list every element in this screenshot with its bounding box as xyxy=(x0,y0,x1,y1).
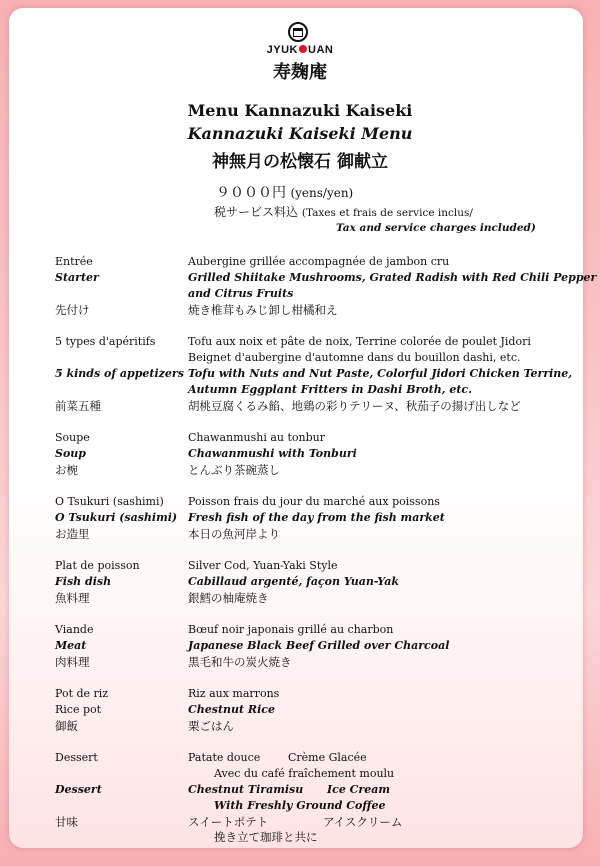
dish-en: Cabillaud argenté, façon Yuan-Yak xyxy=(188,575,399,588)
dish-jp: 焼き椎茸もみじ卸し柑橘和え xyxy=(188,303,338,317)
dish-jp: とんぶり茶碗蒸し xyxy=(188,463,280,477)
course-label-fr: 5 types d'apéritifs xyxy=(55,335,156,348)
course-label-en: Rice pot xyxy=(55,703,102,716)
course-label-fr: O Tsukuri (sashimi) xyxy=(55,495,164,508)
course-label-jp: お椀 xyxy=(55,463,78,477)
dish-jp: 黒毛和牛の炭火焼き xyxy=(188,655,292,669)
dish-fr: Poisson frais du jour du marché aux poissons xyxy=(188,495,440,508)
dish-fr: Silver Cod, Yuan-Yaki Style xyxy=(188,559,338,572)
course-label-fr: Pot de riz xyxy=(55,687,109,700)
course-label-en: Dessert xyxy=(55,783,102,796)
dish-en: Chestnut Tiramisu xyxy=(188,783,304,796)
tax-note: 税サービス料込 (Taxes et frais de service inclus/ xyxy=(214,205,473,219)
dish-en: Chestnut Rice xyxy=(188,703,275,716)
course-label-en: Soup xyxy=(55,447,86,460)
course-label-jp: お造里 xyxy=(55,527,90,541)
dish-jp-line2: 挽き立て珈琲と共に xyxy=(214,830,318,844)
dish-fr: Chawanmushi au tonbur xyxy=(188,431,326,444)
dish-en-line2: and Citrus Fruits xyxy=(188,287,294,300)
dish-jp: 胡桃豆腐くるみ餡、地鶏の彩りテリーヌ、秋茄子の揚げ出しなど xyxy=(188,399,521,413)
dish-jp: スイートポテト xyxy=(188,815,269,829)
course-label-en: O Tsukuri (sashimi) xyxy=(55,511,178,524)
brand-name: JYUK UAN xyxy=(266,44,334,56)
course-label-fr: Viande xyxy=(55,623,94,636)
dish-fr: Patate douce xyxy=(188,751,261,764)
dish-fr-line2: Beignet d'aubergine d'automne dans du bouillon dashi, etc. xyxy=(188,351,521,364)
dish-en: Fresh fish of the day from the fish market xyxy=(188,511,445,524)
dish-en: Grilled Shiitake Mushrooms, Grated Radish with Red Chili Pepper xyxy=(188,271,597,284)
dish-fr: Riz aux marrons xyxy=(188,687,280,700)
dish-fr-line2: Avec du café fraîchement moulu xyxy=(214,767,395,780)
dish-en: Tofu with Nuts and Nut Paste, Colorful Jidori Chicken Terrine, xyxy=(188,367,573,380)
menu-title-en: Kannazuki Kaiseki Menu xyxy=(187,124,413,143)
dish-en-line2: With Freshly Ground Coffee xyxy=(214,799,386,812)
brand-name-jp: 寿麹庵 xyxy=(273,62,327,83)
menu-title-jp: 神無月の松懐石 御献立 xyxy=(212,152,388,172)
red-dot-icon xyxy=(299,45,307,53)
course-label-en: Meat xyxy=(55,639,87,652)
dish-en: Japanese Black Beef Grilled over Charcoal xyxy=(188,639,450,652)
dish-jp: 栗ごはん xyxy=(188,719,234,733)
course-label-fr: Dessert xyxy=(55,751,98,764)
dish-en-line2: Autumn Eggplant Fritters in Dashi Broth, etc. xyxy=(188,383,472,396)
course-label-fr: Soupe xyxy=(55,431,90,444)
dish-en-b: Ice Cream xyxy=(327,783,390,796)
dish-fr: Tofu aux noix et pâte de noix, Terrine colorée de poulet Jidori xyxy=(188,335,531,348)
dish-jp: 銀鱈の柚庵焼き xyxy=(188,591,269,605)
dish-en: Chawanmushi with Tonburi xyxy=(188,447,357,460)
menu-title-fr: Menu Kannazuki Kaiseki xyxy=(187,101,413,120)
dish-fr: Bœuf noir japonais grillé au charbon xyxy=(188,623,394,636)
course-label-jp: 魚料理 xyxy=(55,591,90,605)
restaurant-emblem-icon xyxy=(288,22,308,42)
tax-note-en: Tax and service charges included) xyxy=(336,222,536,234)
dish-jp-b: アイスクリーム xyxy=(323,815,403,829)
course-label-en: Starter xyxy=(55,271,99,284)
course-label-en: Fish dish xyxy=(55,575,112,588)
price: ９０００円 (yens/yen) xyxy=(216,185,354,201)
course-label-fr: Plat de poisson xyxy=(55,559,140,572)
course-label-jp: 肉料理 xyxy=(55,655,90,669)
course-label-jp: 前菜五種 xyxy=(55,399,101,413)
course-label-jp: 御飯 xyxy=(55,719,78,733)
course-label-en: 5 kinds of appetizers xyxy=(55,367,184,380)
course-label-jp: 甘味 xyxy=(55,815,78,829)
dish-fr-b: Crème Glacée xyxy=(288,751,367,764)
course-label-jp: 先付け xyxy=(55,303,90,317)
dish-fr: Aubergine grillée accompagnée de jambon cru xyxy=(188,255,450,268)
course-label-fr: Entrée xyxy=(55,255,93,268)
dish-jp: 本日の魚河岸より xyxy=(188,527,280,541)
